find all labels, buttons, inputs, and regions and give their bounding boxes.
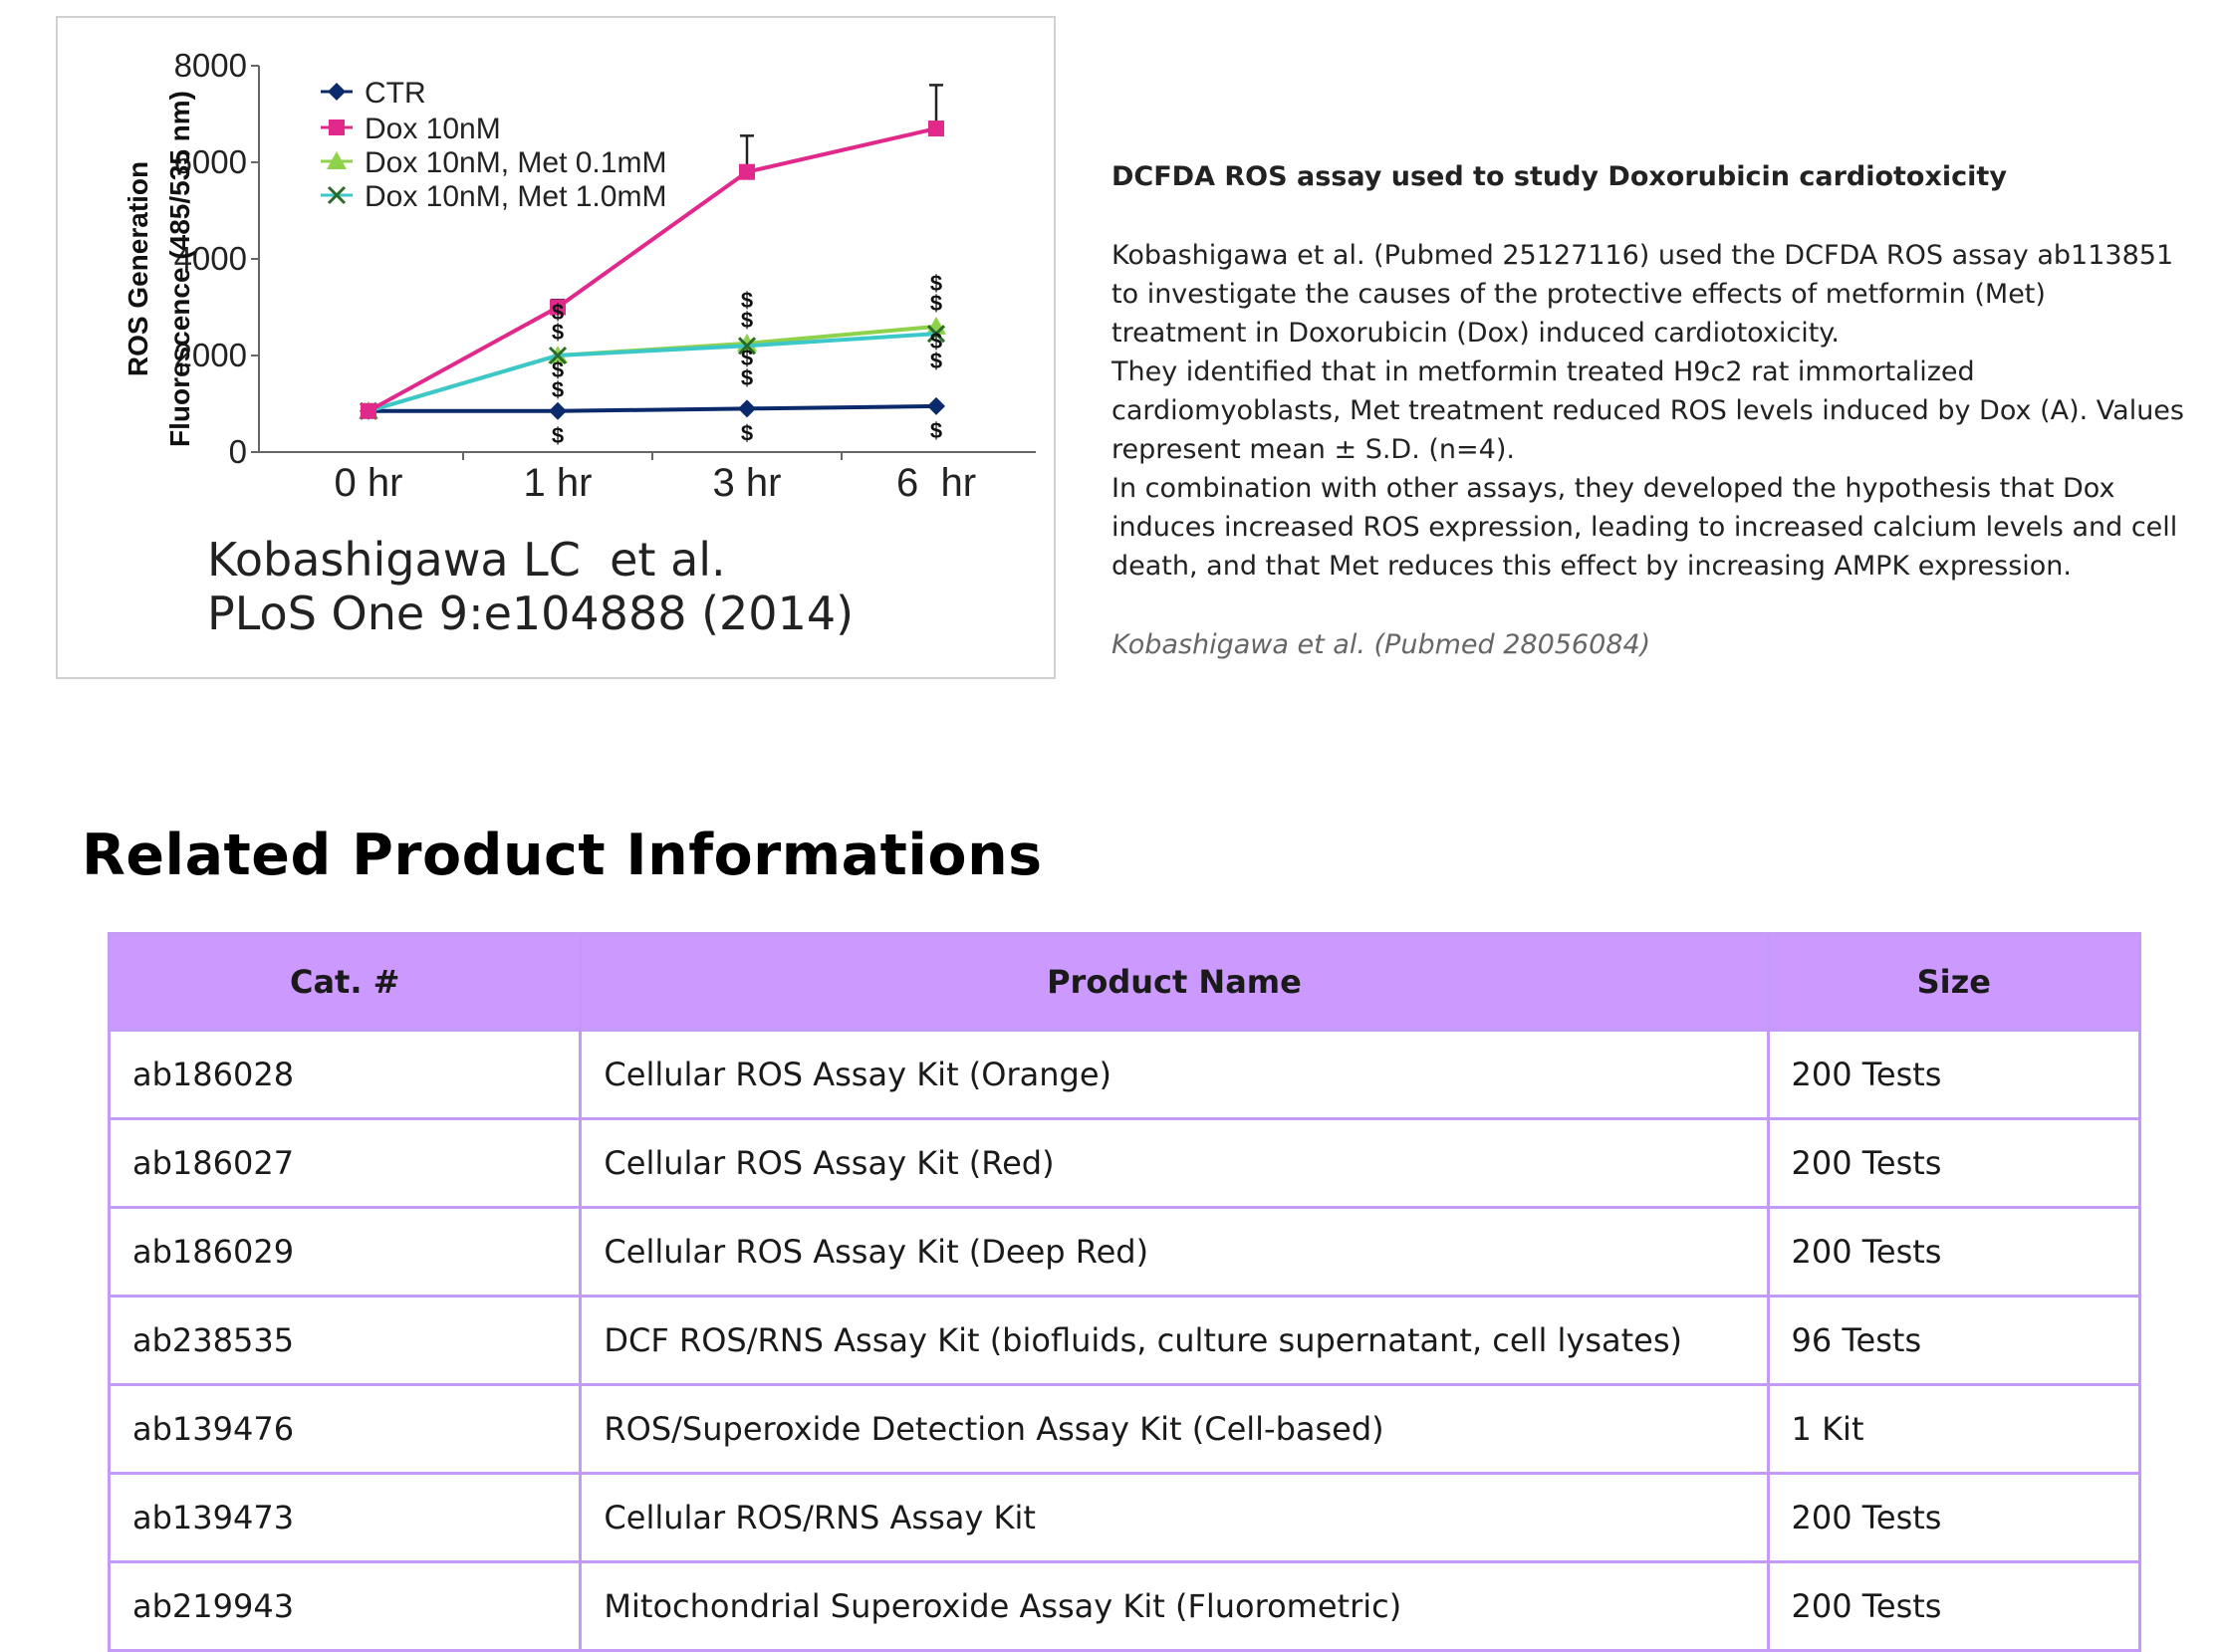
cat-number-cell: ab186028 xyxy=(110,1031,581,1119)
x-tick-label: 0 hr xyxy=(334,461,403,505)
product-name-cell: Mitochondrial Superoxide Assay Kit (Fluorometric) xyxy=(581,1562,1768,1651)
description-block xyxy=(1112,157,2187,664)
cat-number-cell: ab238535 xyxy=(110,1297,581,1385)
y-tick-label: 2000 xyxy=(173,337,247,373)
related-products-table xyxy=(108,932,2141,1652)
description-title: DCFDA ROS assay used to study Doxorubicin cardiotoxicity xyxy=(1112,161,2007,192)
cat-number-cell: ab139476 xyxy=(110,1385,581,1474)
significance-symbol: $ xyxy=(551,320,565,345)
y-tick-label: 0 xyxy=(228,433,247,470)
table-row xyxy=(110,1474,2140,1562)
x-tick-label: 3 hr xyxy=(712,461,782,505)
significance-symbol: $ xyxy=(929,290,943,316)
data-point xyxy=(739,164,755,180)
column-header-name: Product Name xyxy=(581,934,1768,1031)
significance-symbol: $ xyxy=(740,307,754,333)
data-point xyxy=(927,397,945,415)
significance-symbol: $ xyxy=(551,422,565,448)
significance-symbol: $ xyxy=(740,287,754,313)
table-row xyxy=(110,1119,2140,1208)
product-name-cell: Cellular ROS Assay Kit (Red) xyxy=(581,1119,1768,1208)
legend-label: Dox 10nM, Met 0.1mM xyxy=(365,146,667,179)
y-tick-label: 4000 xyxy=(173,240,247,277)
table-row xyxy=(110,1297,2140,1385)
product-name-cell: DCF ROS/RNS Assay Kit (biofluids, culture supernatant, cell lysates) xyxy=(581,1297,1768,1385)
y-axis-label: Fluorescence (485/535 nm) xyxy=(164,91,195,447)
legend-marker xyxy=(329,119,345,135)
data-point xyxy=(738,399,756,417)
figure-citation: PLoS One 9:e104888 (2014) xyxy=(207,587,855,640)
x-tick-label: 1 hr xyxy=(523,461,593,505)
significance-symbol: $ xyxy=(929,417,943,443)
size-cell: 200 Tests xyxy=(1768,1562,2139,1651)
legend-label: Dox 10nM, Met 1.0mM xyxy=(365,180,667,213)
figure-citation: Kobashigawa LC et al. xyxy=(207,533,726,587)
ros-line-chart xyxy=(58,18,1054,677)
table-header-row xyxy=(110,934,2140,1031)
data-point xyxy=(928,120,944,136)
product-name-cell: Cellular ROS Assay Kit (Deep Red) xyxy=(581,1208,1768,1297)
description-citation: Kobashigawa et al. (Pubmed 28056084) xyxy=(1112,629,1651,660)
figure-panel xyxy=(56,16,1056,679)
table-row xyxy=(110,1385,2140,1474)
significance-symbol: $ xyxy=(929,348,943,373)
data-point xyxy=(549,402,567,420)
cat-number-cell: ab139473 xyxy=(110,1474,581,1562)
y-tick-label: 8000 xyxy=(173,47,247,84)
significance-symbol: $ xyxy=(551,357,565,382)
table-row xyxy=(110,1031,2140,1119)
product-name-cell: ROS/Superoxide Detection Assay Kit (Cell-based) xyxy=(581,1385,1768,1474)
cat-number-cell: ab219943 xyxy=(110,1562,581,1651)
product-name-cell: Cellular ROS/RNS Assay Kit xyxy=(581,1474,1768,1562)
column-header-size: Size xyxy=(1768,934,2139,1031)
description-paragraph: Kobashigawa et al. (Pubmed 25127116) used the DCFDA ROS assay ab113851 to investigate the causes of the protective effects of metformin (Met) treatment in Doxorubicin (Dox) induced cardiotoxicity. xyxy=(1112,240,2174,349)
table-row xyxy=(110,1562,2140,1651)
significance-symbol: $ xyxy=(929,270,943,296)
significance-symbol: $ xyxy=(740,345,754,370)
y-tick-label: 6000 xyxy=(173,143,247,180)
size-cell: 200 Tests xyxy=(1768,1474,2139,1562)
legend-marker xyxy=(328,83,346,101)
size-cell: 200 Tests xyxy=(1768,1031,2139,1119)
size-cell: 200 Tests xyxy=(1768,1119,2139,1208)
table-row xyxy=(110,1208,2140,1297)
description-paragraph: They identified that in metformin treated H9c2 rat immortalized cardiomyoblasts, Met treatment reduced ROS levels induced by Dox (A). Values represent mean ± S.D. (n=4). xyxy=(1112,356,2184,465)
size-cell: 1 Kit xyxy=(1768,1385,2139,1474)
significance-symbol: $ xyxy=(740,364,754,390)
cat-number-cell: ab186027 xyxy=(110,1119,581,1208)
related-products-heading: Related Product Informations xyxy=(82,823,1043,888)
significance-symbol: $ xyxy=(551,300,565,325)
size-cell: 200 Tests xyxy=(1768,1208,2139,1297)
series-line xyxy=(369,406,936,411)
significance-symbol: $ xyxy=(740,420,754,446)
x-tick-label: 6 hr xyxy=(895,461,977,505)
significance-symbol: $ xyxy=(929,328,943,354)
significance-symbol: $ xyxy=(551,377,565,402)
data-point xyxy=(361,403,376,419)
y-axis-label: ROS Generation xyxy=(123,160,153,377)
description-paragraph: In combination with other assays, they developed the hypothesis that Dox induces increased ROS expression, leading to increased calcium levels and cell death, and that Met reduces this effect by increasing AMPK expression. xyxy=(1112,473,2178,582)
size-cell: 96 Tests xyxy=(1768,1297,2139,1385)
series-line xyxy=(369,334,936,411)
legend-label: CTR xyxy=(365,77,426,110)
product-name-cell: Cellular ROS Assay Kit (Orange) xyxy=(581,1031,1768,1119)
column-header-cat: Cat. # xyxy=(110,934,581,1031)
legend-label: Dox 10nM xyxy=(365,113,501,145)
cat-number-cell: ab186029 xyxy=(110,1208,581,1297)
